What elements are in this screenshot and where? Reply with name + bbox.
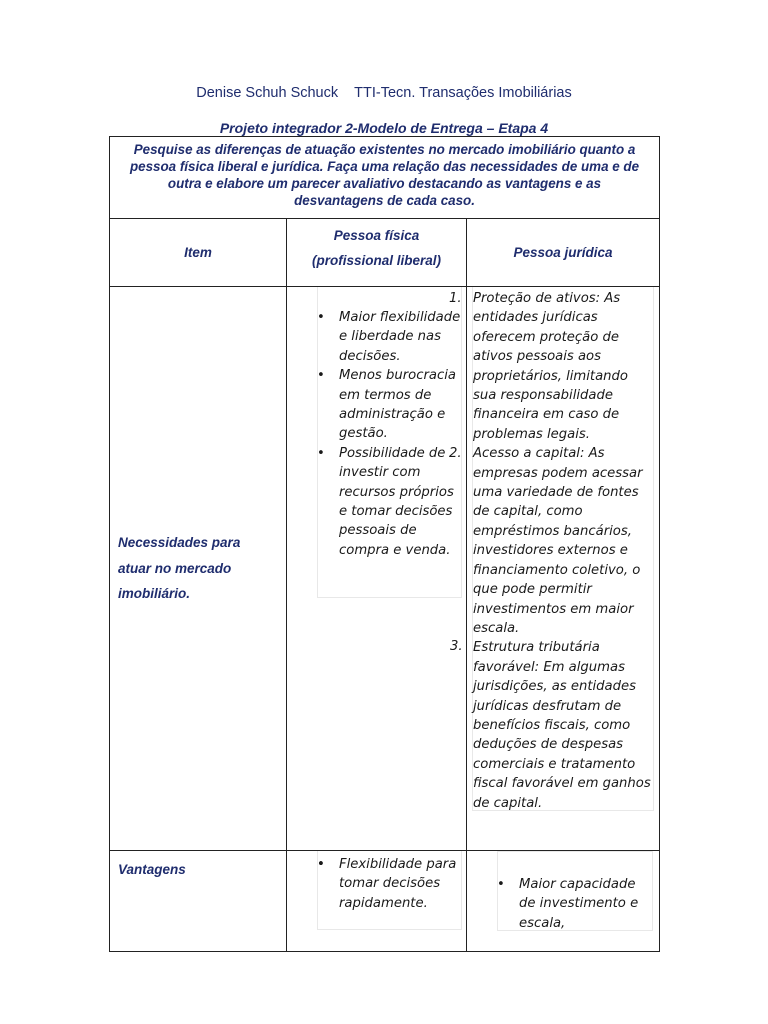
cell-pj-necessidades [450, 287, 660, 851]
label-line-2: atuar no mercado [118, 560, 232, 576]
cell-pf-vantagens [287, 851, 467, 952]
header-pf-line2: (profissional liberal) [311, 253, 442, 268]
document-author-line [0, 85, 768, 101]
list-item: • Maior flexibilidade e liberdade nas decisões. [317, 308, 462, 366]
label-line-1: Necessidades para [118, 535, 241, 551]
list-item: • Menos burocracia em termos de administração e gestão. [317, 366, 462, 444]
prompt-cell: Pesquise as diferenças de atuação existentes no mercado imobiliário quanto a pessoa física liberal e jurídica. Faça uma relação das necessidades de uma e de outra e elabore um parecer avaliativo destacando as vantagens e as desvantagens de cada caso. [110, 137, 660, 219]
list-item: Estrutura tributária favorável: Em algumas jurisdições, as entidades jurídicas desfrutam de benefícios fiscais, como deduções de despesas comerciais e tratamento fiscal favorável em ganhos de capital. [473, 640, 651, 811]
list-item: Proteção de ativos: As entidades jurídicas oferecem proteção de ativos pessoais aos proprietários, limitando sua responsabilidade financeira em caso de problemas legais. [473, 291, 628, 442]
header-pf-line1: Pessoa física [333, 228, 420, 243]
pj-vantagens-list [497, 875, 651, 933]
pf-needs-list [317, 308, 462, 560]
pj-needs-list [473, 289, 651, 813]
list-item: • Maior capacidade de investimento e escala, [497, 875, 651, 933]
cell-pj-vantagens [467, 851, 660, 952]
list-number-1: 1. [449, 291, 462, 306]
header-item: Item [110, 219, 287, 287]
course-name: TTI-Tecn. Transações Imobiliárias [354, 85, 572, 101]
row-label-necessidades [110, 287, 287, 851]
document-subtitle: Projeto integrador 2-Modelo de Entrega – Etapa 4 [219, 120, 549, 136]
list-item: • Possibilidade de investir com recursos próprios e tomar decisões pessoais de compra e venda. [317, 444, 462, 560]
list-number-3: 3. [450, 639, 463, 654]
comparison-table [109, 136, 660, 952]
list-item: • Flexibilidade para tomar decisões rapidamente. [317, 855, 462, 913]
label-line-3: imobiliário. [118, 586, 191, 602]
cell-pf-necessidades [287, 287, 467, 851]
list-number-2: 2. [449, 446, 462, 461]
pf-vantagens-list [317, 855, 462, 913]
author-name: Denise Schuh Schuck [196, 85, 339, 101]
header-pessoa-juridica: Pessoa jurídica [467, 219, 660, 287]
row-label-vantagens: Vantagens [110, 851, 287, 952]
list-item: Acesso a capital: As empresas podem acessar uma variedade de fontes de capital, como empréstimos bancários, investidores externos e financiamento coletivo, o que pode permitir investimentos em maior escala. [473, 446, 643, 636]
header-pessoa-fisica [287, 219, 467, 287]
